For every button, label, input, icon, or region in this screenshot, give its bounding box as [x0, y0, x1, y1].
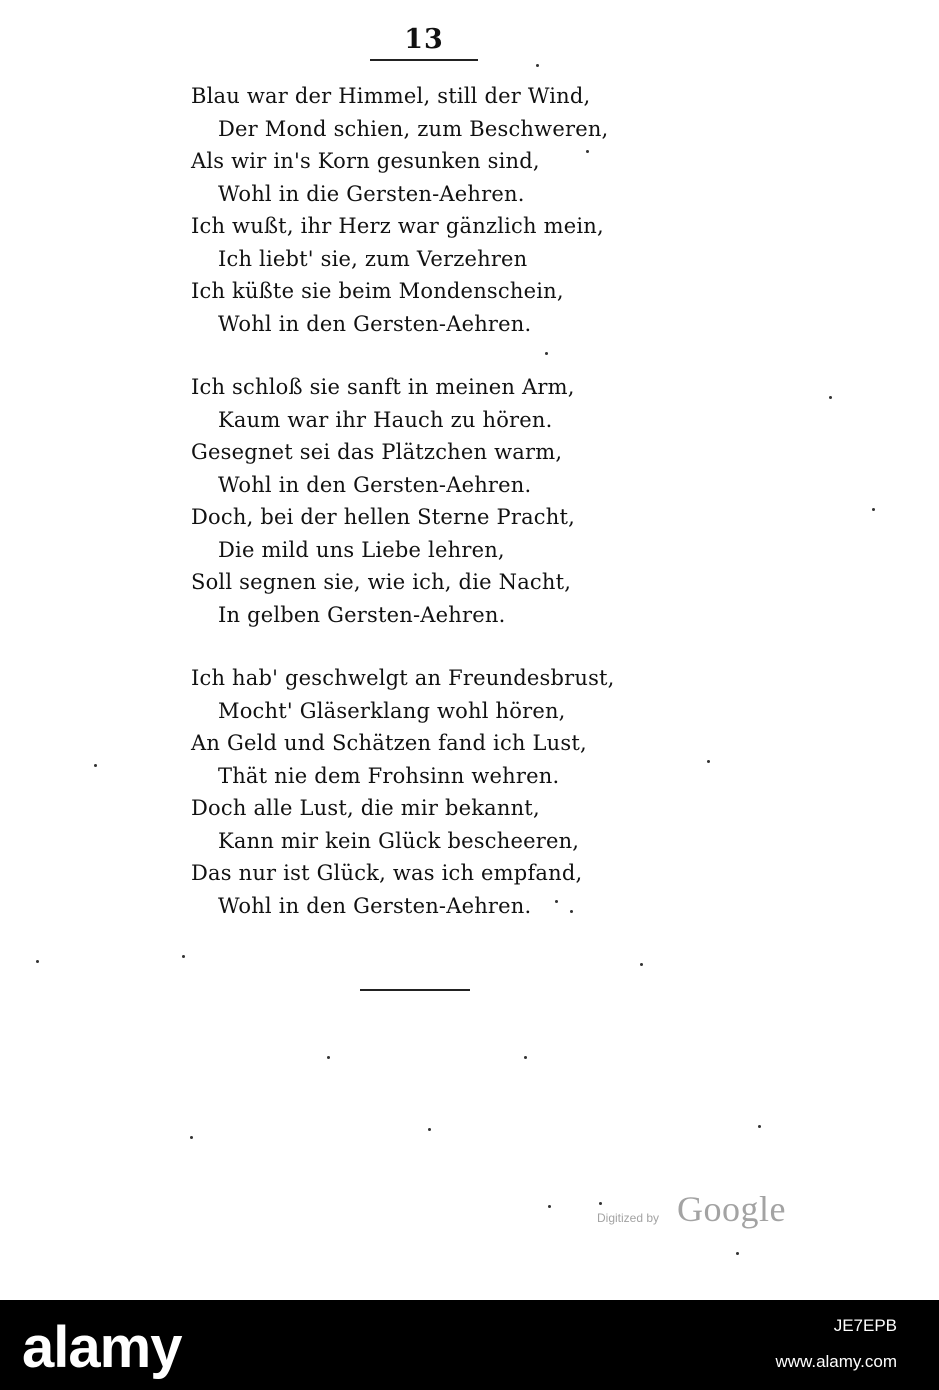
poem-line: Wohl in den Gersten-Aehren. — [218, 893, 532, 918]
image-id: JE7EPB — [833, 1316, 897, 1335]
stanza — [191, 80, 651, 340]
poem-line: Kaum war ihr Hauch zu hören. — [218, 407, 553, 432]
poem-line: Ich liebt' sie, zum Verzehren — [218, 246, 528, 271]
poem-line: Blau war der Himmel, still der Wind, — [191, 84, 591, 108]
scan-speck — [829, 396, 832, 399]
poem-line: Ich wußt, ihr Herz war gänzlich mein, — [191, 214, 604, 238]
poem-line: Ich schloß sie sanft in meinen Arm, — [191, 375, 575, 399]
poem-line: Thät nie dem Frohsinn wehren. — [218, 763, 560, 788]
poem-line: Kann mir kein Glück bescheeren, — [218, 828, 580, 853]
poem-line: Ich hab' geschwelgt an Freundesbrust, — [191, 666, 615, 690]
alamy-logo: alamy — [22, 1315, 182, 1380]
poem-line: Gesegnet sei das Plätzchen warm, — [191, 440, 563, 464]
poem-line: Die mild uns Liebe lehren, — [218, 537, 505, 562]
end-rule — [360, 989, 470, 991]
google-wordmark: Google — [677, 1189, 786, 1229]
scan-speck — [599, 1202, 602, 1205]
scan-speck — [570, 910, 573, 913]
poem-line: Das nur ist Glück, was ich empfand, — [191, 861, 583, 885]
scan-speck — [536, 64, 539, 67]
scan-speck — [555, 900, 558, 903]
poem-line: Ich küßte sie beim Mondenschein, — [191, 279, 564, 303]
footer-url: www.alamy.com — [775, 1352, 897, 1371]
poem-line: Als wir in's Korn gesunken sind, — [191, 149, 540, 173]
scan-speck — [545, 352, 548, 355]
scan-speck — [758, 1125, 761, 1128]
poem-line: Soll segnen sie, wie ich, die Nacht, — [191, 570, 572, 594]
stanza — [191, 371, 651, 631]
scan-speck — [586, 150, 589, 153]
poem-line: Der Mond schien, zum Beschweren, — [218, 116, 609, 141]
scan-speck — [36, 960, 39, 963]
scan-speck — [94, 764, 97, 767]
scan-speck — [327, 1056, 330, 1059]
scan-speck — [190, 1136, 193, 1139]
poem-line: Wohl in den Gersten-Aehren. — [218, 472, 532, 497]
poem-line: Mocht' Gläserklang wohl hören, — [218, 698, 566, 723]
scan-speck — [428, 1128, 431, 1131]
scan-speck — [524, 1056, 527, 1059]
stock-footer-bar — [0, 1300, 939, 1390]
scan-speck — [736, 1252, 739, 1255]
scan-speck — [548, 1205, 551, 1208]
stanza — [191, 662, 651, 922]
poem — [191, 80, 651, 953]
poem-line: Wohl in den Gersten-Aehren. — [218, 311, 532, 336]
scan-speck — [182, 955, 185, 958]
poem-line: In gelben Gersten-Aehren. — [218, 602, 506, 627]
scan-speck — [640, 963, 643, 966]
poem-line: Doch alle Lust, die mir bekannt, — [191, 796, 540, 820]
poem-line: Wohl in die Gersten-Aehren. — [218, 181, 525, 206]
scan-speck — [872, 508, 875, 511]
poem-line: An Geld und Schätzen fand ich Lust, — [191, 731, 587, 755]
page-number-rule — [370, 59, 478, 61]
digitized-by-label: Digitized by — [597, 1211, 660, 1225]
scan-speck — [707, 760, 710, 763]
poem-line: Doch, bei der hellen Sterne Pracht, — [191, 505, 575, 529]
page-number: 13 — [404, 24, 444, 55]
